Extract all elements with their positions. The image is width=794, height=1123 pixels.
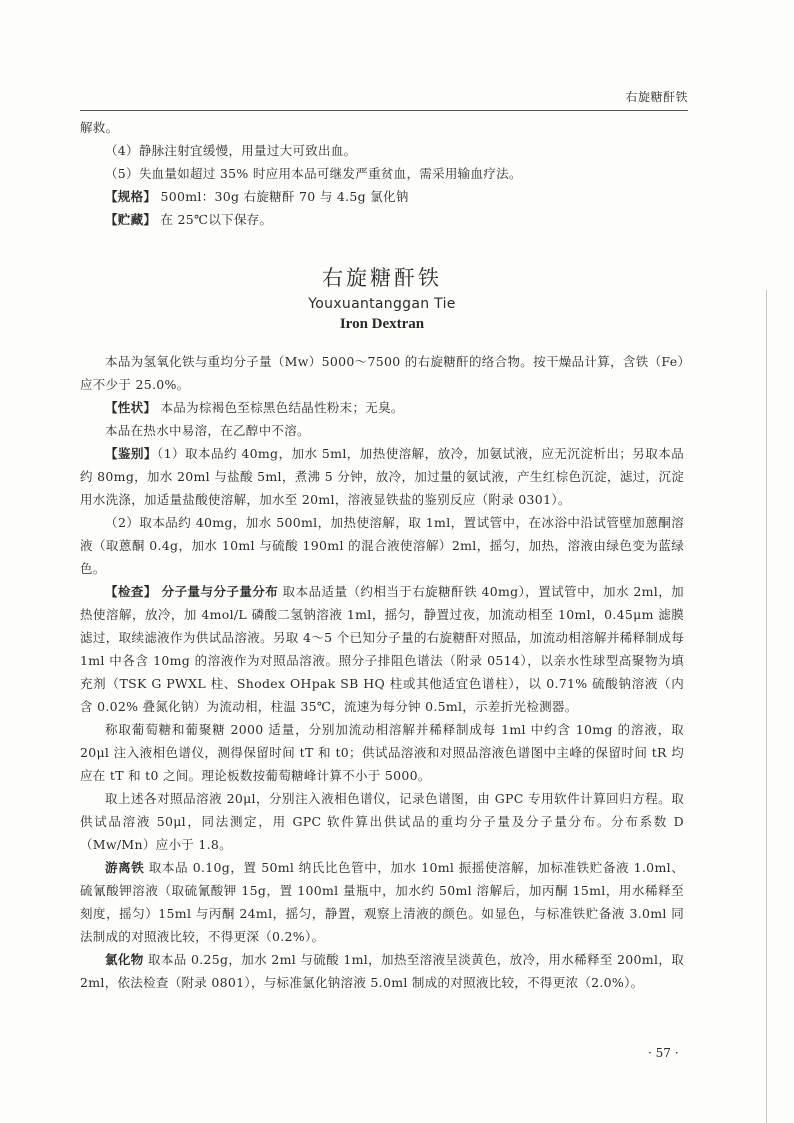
running-title: 右旋糖酐铁 xyxy=(625,90,688,104)
continuation-text: 解救。 xyxy=(80,120,119,135)
title-chinese: 右旋糖酐铁 xyxy=(322,266,442,290)
chloride-paragraph xyxy=(80,948,684,994)
determination-paragraph: 取上述各对照品溶液 20μl，分别注入液相色谱仪，记录色谱图，由 GPC 专用软件计算回归方程。取供试品溶液 50μl，同法测定，用 GPC 软件算出供试品的重均分子量及分子量分布。分布系数 D（Mw/Mn）应小于 1.8。 xyxy=(80,791,684,852)
chloride-text: 取本品 0.25g，加水 2ml 与硫酸 1ml，加热至溶液呈淡黄色，放冷，用水稀释至 200ml，取 2ml，依法检查（附录 0801），与标准氯化钠溶液 5.0ml 制成的对照液比较，不得更浓（2.0%）。 xyxy=(80,952,684,990)
character-text: 本品为棕褐色至棕黑色结晶性粉末；无臭。 xyxy=(156,400,404,415)
storage-text: 在 25℃以下保存。 xyxy=(156,212,273,227)
identification-1-paragraph xyxy=(80,442,684,511)
system-suitability-paragraph: 称取葡萄糖和葡聚糖 2000 适量，分别加流动相溶解并稀释制成每 1ml 中约含 10mg 的溶液，取 20μl 注入液相色谱仪，测得保留时间 tT 和 t0；供试品溶液和对照品溶液色谱图中主峰的保留时间 tR 均应在 tT 和 t0 之间。理论板数按葡萄糖峰计算不小于 5000。 xyxy=(80,722,684,783)
page-edge-line xyxy=(766,290,767,1123)
page-number: · 57 · xyxy=(648,1046,679,1060)
free-iron-text: 取本品 0.10g，置 50ml 纳氏比色管中，加水 10ml 振摇使溶解，加标准铁贮备液 1.0ml、硫氰酸钾溶液（取硫氰酸钾 15g，置 100ml 量瓶中，加水约 50ml 溶解后，加丙酮 15ml，用水稀释至刻度，摇匀）15ml 与丙酮 24ml，摇匀，静置，观察上清液的颜色。如显色，与标准铁贮备液 3.0ml 同法制成的对照液比较，不得更深（0.2%）。 xyxy=(80,860,684,944)
page-body xyxy=(80,116,684,994)
precaution-item-5: （5）失血量如超过 35% 时应用本品可继发严重贫血，需采用输血疗法。 xyxy=(105,166,522,181)
check-label: 【检查】 xyxy=(105,584,157,599)
precaution-item-4: （4）静脉注射宜缓慢，用量过大可致出血。 xyxy=(105,143,357,158)
chloride-label: 氯化物 xyxy=(105,952,144,967)
storage-label: 【贮藏】 xyxy=(105,212,157,227)
intro-paragraph: 本品为氢氧化铁与重均分子量（Mw）5000～7500 的右旋糖酐的络合物。按干燥品计算，含铁（Fe）应不少于 25.0%。 xyxy=(80,354,684,392)
spec-paragraph xyxy=(80,185,684,208)
character-label: 【性状】 xyxy=(105,400,157,415)
running-header xyxy=(80,82,688,111)
identification-2-paragraph: （2）取本品约 40mg，加水 500ml，加热使溶解，取 1ml，置试管中，在冰浴中沿试管壁加蒽酮溶液（取蒽酮 0.4g，加水 10ml 与硫酸 190ml 的混合液使溶解）2ml，摇匀，加热，溶液由绿色变为蓝绿色。 xyxy=(80,515,684,576)
spec-label: 【规格】 xyxy=(105,189,157,204)
identification-1-text: （1）取本品约 40mg，加水 5ml，加热使溶解，放冷，加氨试液，应无沉淀析出；另取本品约 80mg，加水 20ml 与盐酸 5ml，煮沸 5 分钟，放冷，加过量的氨试液，产生红棕色沉淀，滤过，沉淀用水洗涤，加适量盐酸使溶解，加水至 20ml，溶液显铁盐的鉴别反应（附录 0301）。 xyxy=(80,446,684,507)
character-paragraph xyxy=(80,396,684,419)
molecular-weight-text: 取本品适量（约相当于右旋糖酐铁 40mg），置试管中，加水 2ml，加热使溶解，放冷，加 4mol/L 磷酸二氢钠溶液 1ml，摇匀，静置过夜，加流动相至 10ml，0.45μm 滤膜滤过，取续滤液作为供试品溶液。另取 4～5 个已知分子量的右旋糖酐对照品，加流动相溶解并稀释制成每 1ml 中各含 10mg 的溶液作为对照品溶液。照分子排阻色谱法（附录 0514），以亲水性球型高聚物为填充剂（TSK G PWXL 柱、Shodex OHpak SB HQ 柱或其他适宜色谱柱），以 0.71% 硫酸钠溶液（内含 0.02% 叠氮化钠）为流动相，柱温 35℃，流速为每分钟 0.5ml，示差折光检测器。 xyxy=(80,584,684,714)
identification-label: 【鉴别】 xyxy=(105,446,157,461)
monograph-title xyxy=(80,264,684,334)
molecular-weight-label: 分子量与分子量分布 xyxy=(156,584,279,599)
spec-text: 500ml：30g 右旋糖酐 70 与 4.5g 氯化钠 xyxy=(156,189,409,204)
storage-paragraph xyxy=(80,208,684,231)
free-iron-paragraph xyxy=(80,856,684,948)
title-english: Iron Dextran xyxy=(339,316,425,332)
solubility-paragraph: 本品在热水中易溶，在乙醇中不溶。 xyxy=(105,423,310,438)
title-pinyin: Youxuantanggan Tie xyxy=(308,296,456,312)
free-iron-label: 游离铁 xyxy=(105,860,145,875)
molecular-weight-paragraph xyxy=(80,580,684,718)
